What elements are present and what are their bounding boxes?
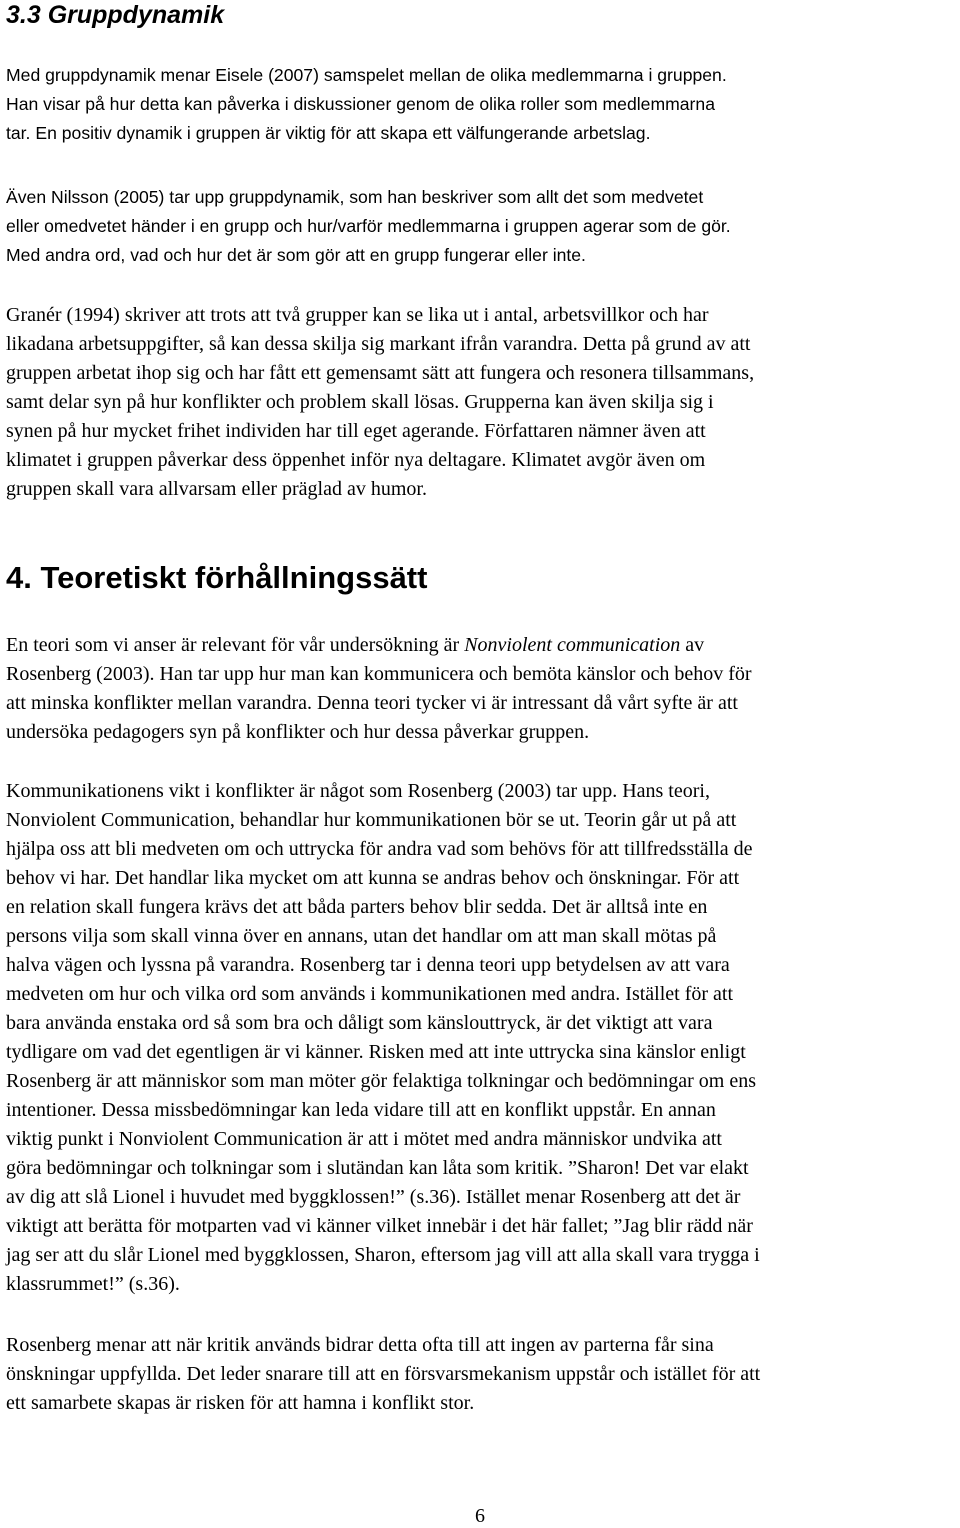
text-line: bara använda enstaka ord så som bra och dåligt som känslouttryck, är det viktigt att vara: [6, 1012, 713, 1034]
text-line: eller omedvetet händer i en grupp och hur/varför medlemmarna i gruppen agerar som de gör.: [6, 216, 731, 236]
text-line: en relation skall fungera krävs det att båda parters behov blir sedda. Det är alltså inte en: [6, 896, 708, 918]
text-line: Rosenberg är att människor som man möter gör felaktiga tolkningar och bedömningar om ens: [6, 1070, 757, 1092]
text-line: synen på hur mycket frihet individen har till eget agerande. Författaren nämner även att: [6, 420, 706, 442]
text-line: Nonviolent Communication, behandlar hur kommunikationen bör se ut. Teorin går ut på att: [6, 809, 737, 831]
paragraph-rosenberg-communication: [6, 777, 958, 1299]
text-line: persons vilja som skall vinna över en annans, utan det handlar om att man skall mötas på: [6, 925, 717, 947]
intro-text-after: av: [680, 634, 705, 656]
text-line: tydligare om vad det egentligen är vi känner. Risken med att inte uttrycka sina känslor enligt: [6, 1041, 746, 1063]
text-line: intentioner. Dessa missbedömningar kan leda vidare till att en konflikt uppstår. En annan: [6, 1099, 716, 1121]
text-line: önskningar uppfyllda. Det leder snarare till att en försvarsmekanism uppstår och istället för att: [6, 1363, 761, 1385]
text-line: Med gruppdynamik menar Eisele (2007) samspelet mellan de olika medlemmarna i gruppen.: [6, 65, 727, 85]
text-line: klimatet i gruppen påverkar dess öppenhet inför nya deltagare. Klimatet avgör även om: [6, 449, 706, 471]
text-line: behov vi har. Det handlar lika mycket om att kunna se andras behov och önskningar. För att: [6, 867, 740, 889]
text-line: [6, 631, 958, 660]
theory-title-italic: Nonviolent communication: [464, 634, 681, 656]
text-line: gruppen skall vara allvarsam eller präglad av humor.: [6, 478, 427, 500]
text-line: Granér (1994) skriver att trots att två grupper kan se lika ut i antal, arbetsvillkor och har: [6, 304, 709, 326]
section-heading: 3.3 Gruppdynamik: [6, 1, 225, 29]
chapter-heading: 4. Teoretiskt förhållningssätt: [6, 560, 428, 595]
text-line: klassrummet!” (s.36).: [6, 1273, 180, 1295]
text-line: Med andra ord, vad och hur det är som gör att en grupp fungerar eller inte.: [6, 245, 586, 265]
text-line: medveten om hur och vilka ord som används i kommunikationen med andra. Istället för att: [6, 983, 734, 1005]
text-line: Även Nilsson (2005) tar upp gruppdynamik, som han beskriver som allt det som medvetet: [6, 187, 704, 207]
paragraph-chapter-intro: [6, 631, 958, 747]
paragraph-rosenberg-critique: [6, 1331, 958, 1418]
text-line: likadana arbetsuppgifter, så kan dessa skilja sig markant ifrån varandra. Detta på grund av att: [6, 333, 751, 355]
text-line: viktigt att berätta för motparten vad vi känner vilket innebär i det här fallet; ”Jag blir rädd när: [6, 1215, 753, 1237]
paragraph-eisele: [6, 61, 958, 148]
text-line: ett samarbete skapas är risken för att hamna i konflikt stor.: [6, 1392, 475, 1414]
text-line: undersöka pedagogers syn på konflikter och hur dessa påverkar gruppen.: [6, 721, 590, 743]
text-line: Han visar på hur detta kan påverka i diskussioner genom de olika roller som medlemmarna: [6, 94, 715, 114]
text-line: jag ser att du slår Lionel med byggklossen, Sharon, eftersom jag vill att alla skall vara trygga i: [6, 1244, 760, 1266]
text-line: halva vägen och lyssna på varandra. Rosenberg tar i denna teori upp betydelsen av att vara: [6, 954, 730, 976]
text-line: Rosenberg menar att när kritik används bidrar detta ofta till att ingen av parterna får sina: [6, 1334, 714, 1356]
text-line: samt delar syn på hur konflikter och problem skall lösas. Grupperna kan även skilja sig i: [6, 391, 714, 413]
text-line: Kommunikationens vikt i konflikter är något som Rosenberg (2003) tar upp. Hans teori,: [6, 780, 710, 802]
text-line: av dig att slå Lionel i huvudet med byggklossen!” (s.36). Istället menar Rosenberg att det är: [6, 1186, 741, 1208]
text-line: viktig punkt i Nonviolent Communication är att i mötet med andra människor undvika att: [6, 1128, 722, 1150]
intro-text-before: En teori som vi anser är relevant för vår undersökning är: [6, 634, 465, 656]
text-line: att minska konflikter mellan varandra. Denna teori tycker vi är intressant då vårt syfte är att: [6, 692, 738, 714]
paragraph-graner: [6, 301, 958, 504]
text-line: Rosenberg (2003). Han tar upp hur man kan kommunicera och bemöta känslor och behov för: [6, 663, 752, 685]
text-line: göra bedömningar och tolkningar som i slutändan kan låta som kritik. ”Sharon! Det var elakt: [6, 1157, 749, 1179]
page-number: 6: [475, 1505, 485, 1527]
paragraph-nilsson: [6, 183, 958, 270]
text-line: gruppen arbetat ihop sig och har fått ett gemensamt sätt att fungera och resonera tillsammans,: [6, 362, 755, 384]
text-line: hjälpa oss att bli medveten om och uttrycka för andra vad som behövs för att tillfredsställa de: [6, 838, 753, 860]
text-line: tar. En positiv dynamik i gruppen är viktig för att skapa ett välfungerande arbetslag.: [6, 123, 651, 143]
